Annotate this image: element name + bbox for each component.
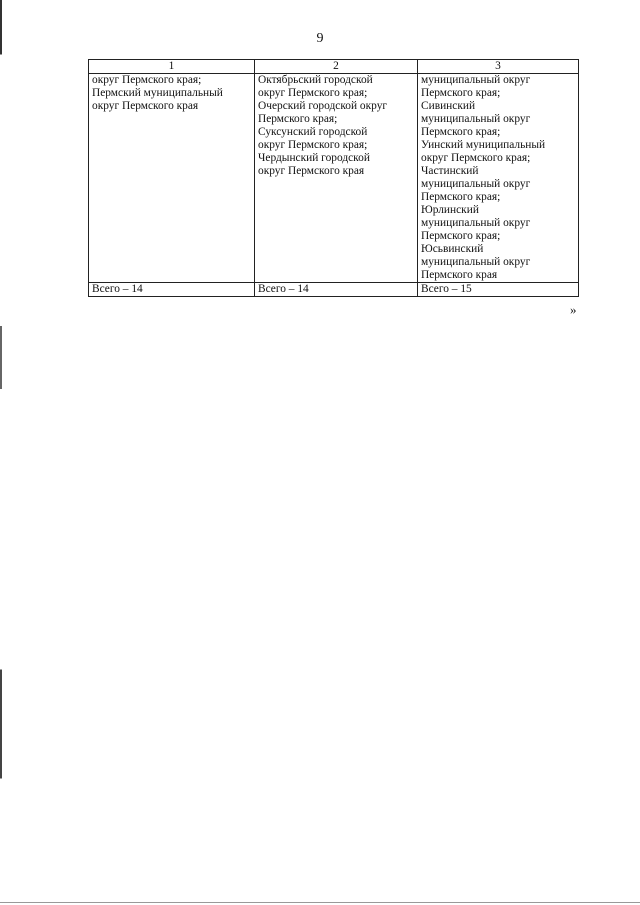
cell-line: Частинский (421, 165, 479, 177)
cell-line: Пермского края; (421, 126, 501, 138)
cell-line: Пермского края; (258, 113, 338, 125)
cell-line: Чердынский городской (258, 152, 370, 164)
cell-line: Пермского края; (421, 87, 501, 99)
cell-line: Пермского края; (421, 191, 501, 203)
column-2-cell (255, 74, 418, 283)
cell-line: округ Пермского края; (92, 74, 202, 86)
cell-line: Сивинский (421, 100, 476, 112)
column-header-2: 2 (255, 60, 418, 74)
cell-line: Очерский городской округ (258, 100, 388, 112)
cell-line: Юрлинский (421, 204, 479, 216)
cell-line: Октябрьский городской (258, 74, 373, 86)
total-3: Всего – 15 (418, 283, 579, 297)
cell-line: муниципальный округ (421, 217, 531, 229)
total-1: Всего – 14 (89, 283, 255, 297)
page-number: 9 (316, 31, 324, 46)
cell-line: Суксунский городской (258, 126, 368, 138)
district-table (88, 59, 579, 297)
closing-quote: » (570, 302, 577, 317)
header-row (89, 60, 579, 74)
column-3-cell (418, 74, 579, 283)
cell-line: округ Пермского края (92, 100, 199, 112)
column-header-1: 1 (89, 60, 255, 74)
totals-row (89, 283, 579, 297)
cell-line: округ Пермского края; (421, 152, 531, 164)
cell-line: муниципальный округ (421, 178, 531, 190)
content-row (89, 74, 579, 283)
cell-line: Пермского края; (421, 230, 501, 242)
column-1-cell (89, 74, 255, 283)
cell-line: Уинский муниципальный (421, 139, 546, 151)
cell-line: муниципальный округ (421, 74, 531, 86)
cell-line: округ Пермского края; (258, 87, 368, 99)
cell-line: Юсьвинский (421, 243, 484, 255)
total-2: Всего – 14 (255, 283, 418, 297)
cell-line: муниципальный округ (421, 113, 531, 125)
scan-left-edge (0, 0, 2, 905)
cell-line: Пермского края (421, 269, 498, 281)
scan-bottom-edge (0, 902, 640, 903)
cell-line: округ Пермского края (258, 165, 365, 177)
cell-line: Пермский муниципальный (92, 87, 223, 99)
cell-line: муниципальный округ (421, 256, 531, 268)
cell-line: округ Пермского края; (258, 139, 368, 151)
column-header-3: 3 (418, 60, 579, 74)
